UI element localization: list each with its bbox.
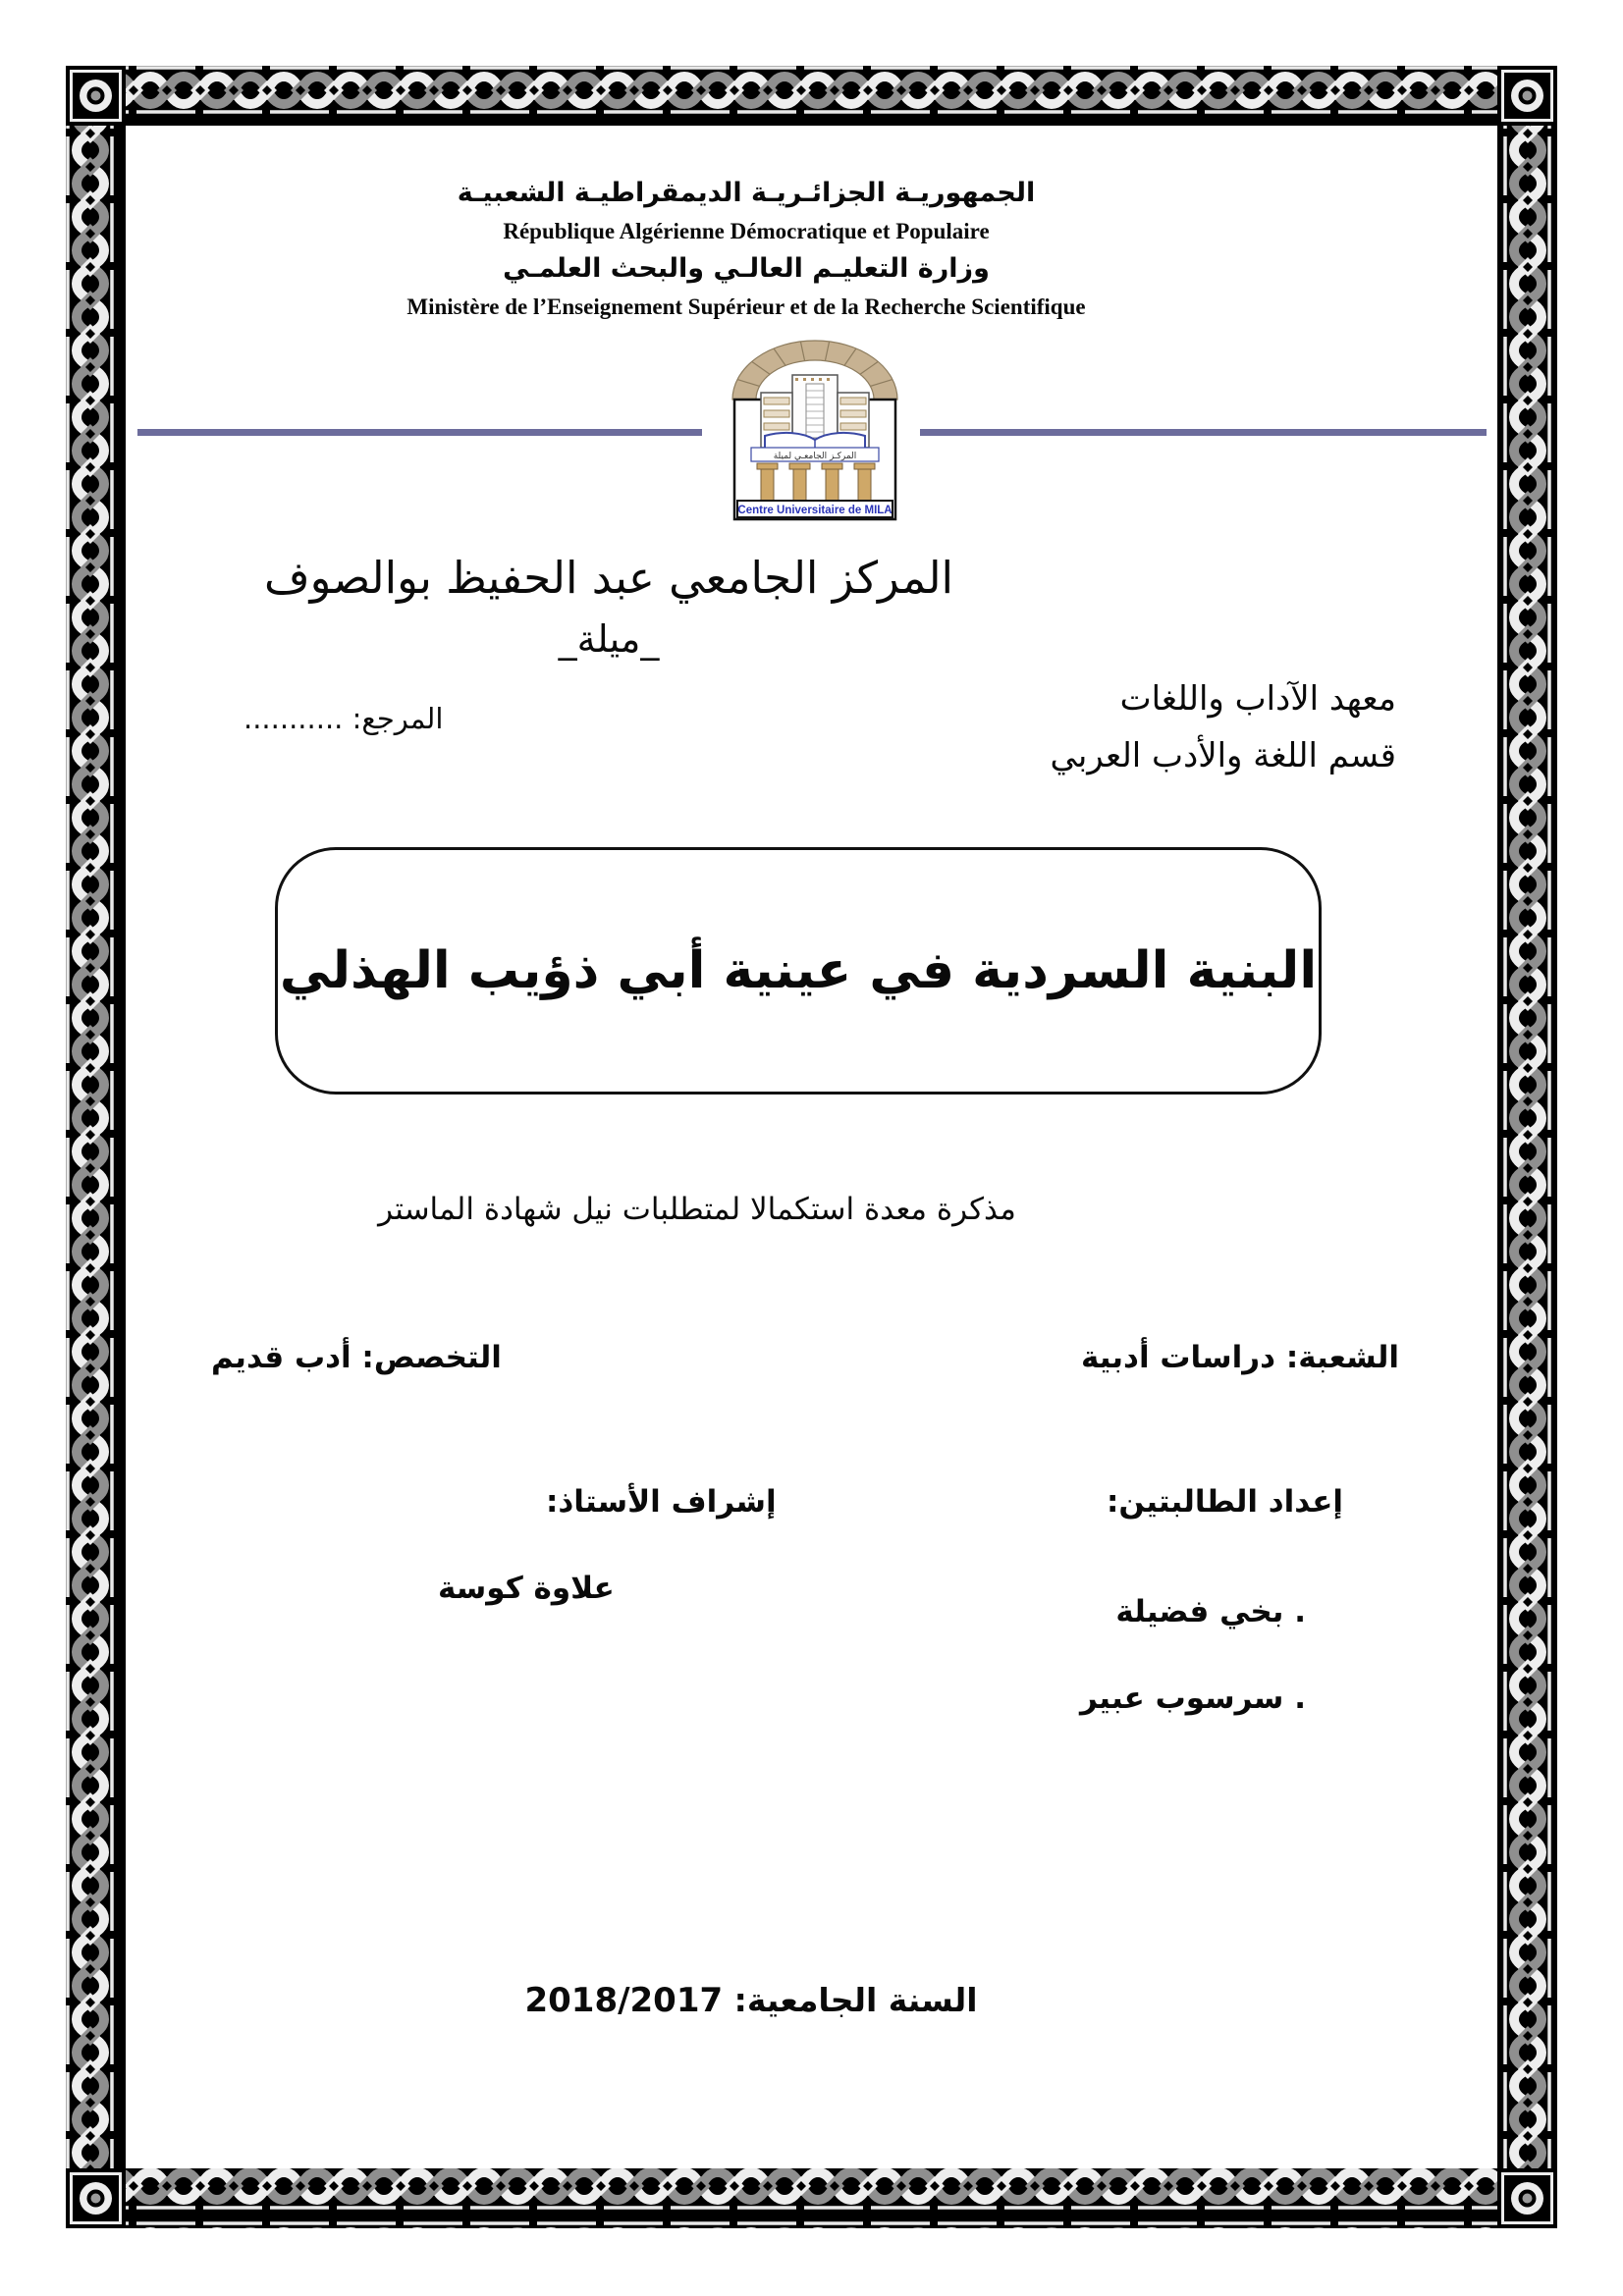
- border-band-top: [126, 66, 1497, 126]
- supervisor-label: إشراف الأستاذ:: [546, 1484, 777, 1520]
- students-list: [1080, 1569, 1306, 1741]
- institute-name: معهد الآداب واللغات: [1119, 679, 1396, 719]
- republic-title-arabic: الجمهوريـة الجزائـريـة الديمقراطيـة الشعبيـة: [457, 178, 1036, 208]
- prepared-by-label: إعداد الطالبتين:: [1106, 1484, 1343, 1520]
- logo-book-text: المركـز الجامعـي لميلة: [773, 452, 857, 461]
- university-city: _ميلة_: [558, 617, 660, 661]
- thesis-title: البنية السردية في عينية أبي ذؤيب الهذلي: [279, 941, 1318, 1000]
- academic-year-line: [152, 1981, 1350, 2020]
- department-name: قسم اللغة والأدب العربي: [1050, 736, 1396, 775]
- academic-year-value: 2018/2017: [524, 1981, 724, 2020]
- border-band-bottom: [126, 2168, 1497, 2228]
- logo-banner-text: Centre Universitaire de MILA: [737, 505, 893, 516]
- logo-banner: [737, 501, 893, 517]
- ministry-title-arabic: وزارة التعليـم العالـي والبحث العلمـي: [503, 253, 990, 284]
- reference-field: المرجع: ...........: [243, 702, 444, 735]
- header: [167, 171, 1325, 322]
- branch-field: الشعبة: دراسات أدبية: [1080, 1340, 1399, 1375]
- border-corner-top-right: [1497, 66, 1557, 126]
- university-block: [118, 546, 1100, 667]
- supervisor-name: علاوة كوسة: [438, 1571, 615, 1606]
- university-name: المركز الجامعي عبد الحفيظ بوالصوف: [263, 552, 954, 604]
- thesis-subtitle: مذكرة معدة استكمالا لمتطلبات نيل شهادة الماستر: [378, 1192, 1016, 1227]
- academic-year-label: السنة الجامعية:: [733, 1981, 978, 2019]
- ministry-title-french: Ministère de l’Enseignement Supérieur et de la Recherche Scientifique: [406, 294, 1086, 319]
- border-corner-top-left: [66, 66, 126, 126]
- divider-line-left: [137, 429, 702, 436]
- specialty-field: التخصص: أدب قديم: [211, 1340, 502, 1375]
- border-corner-bottom-left: [66, 2168, 126, 2228]
- border-band-left: [66, 126, 126, 2168]
- student-name-1: . بخي فضيلة: [1115, 1594, 1306, 1629]
- university-logo: [731, 338, 898, 522]
- student-name-2: . سرسوب عبير: [1080, 1681, 1306, 1716]
- divider-line-right: [920, 429, 1487, 436]
- border-corner-bottom-right: [1497, 2168, 1557, 2228]
- republic-title-french: République Algérienne Démocratique et Populaire: [503, 219, 990, 243]
- thesis-title-box: [275, 847, 1322, 1095]
- border-band-right: [1497, 126, 1557, 2168]
